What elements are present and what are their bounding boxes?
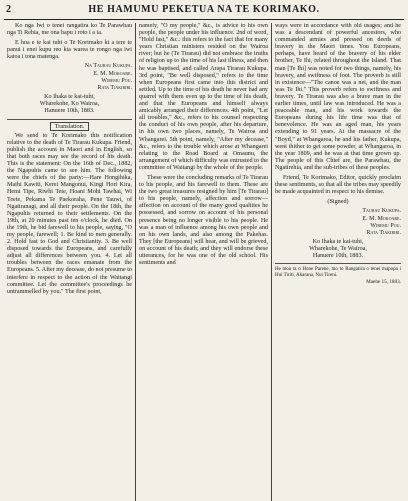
signatory: Na Taurau Kukupa.	[84, 63, 132, 70]
english-paragraph-3: These were the concluding remarks of Te Tirarau to his people, and his farewell to them. These are the two great treasures resigned by him [Te Tirarau] to his people, namely, affection and sorrow—affection on account of the many good qualities he possessed, and sorrow on account of his personal presence being no longer visible to his people. He was a man of influence among his own people and on his own lands, and also among the Pakehas. They [the Europeans] will hear, and will be grieved, on account of his death; and they will endorse these utterances, for he was one of the old school. His sentiments and	[139, 174, 268, 267]
column-2	[136, 23, 272, 501]
signed-label: (Signed)	[327, 199, 349, 206]
address-line: Wharekohe, Ko Wairoa,	[39, 101, 100, 108]
footnote: He moa ta o Hone Parene, mo to Rangatira o tenei mapopa i Hui Tiriti, Akarana, Nui Tireni.	[275, 267, 401, 279]
signatory: Taurau Kukupa.	[362, 208, 401, 215]
newspaper-title: HE HAMUMU PEKETUA NA TE KORIMAKO.	[88, 4, 320, 15]
footnote-date: Maehe 15, 1883.	[366, 279, 401, 286]
address-line: Hanuere 10th, 1883.	[44, 108, 95, 115]
address-line: Ko Ihaka te kai-tuhi,	[44, 94, 95, 101]
signatory: Rata Tiakiriri.	[97, 85, 132, 92]
english-paragraph-1: We send to Te Korimako this notification relative to the death of Te Tirarau Kukupa. Friend, publish the account in Maori and in English, so that both races may see the record of his death. This is the statement: On the 16th of Dec., 1882, the Ngapuhis came to see him. The following were the chiefs of the party:—Hare Hongihika, Maihi Kawiti, Kerei Mangonui, Kingi Hori Kira, Hemi Tipe, Riwhi Tete, Hoani Mohi Tawhai, Wi Teete, Pekama Te Paekoraha, Pene Tauwi, of Ngatiranagi, and all their people. On the 18th, the Ngapuhis returned to their settlements. On the 19th, at 20 minutes past ten o'clock, he died. On the 19th, he bid farewell to his people, saying, "O my people, farewell; 1. Be kind to men generally. 2. Hold fast to God and Christianity. 3. Be well disposed towards the Europeans, and carefully adjust all differences between you. 4. Let all troubles between the races emanate from the Europeans. 5. After my decease, do not presume to interfere in respect to the action of the Waitangi committee. Let the committee's proceedings be untrammelled by you." The first point,	[7, 132, 132, 295]
signatory: Wiremu Pou.	[101, 77, 132, 84]
signatory: Rata Tiakiriri.	[366, 229, 401, 236]
english-paragraph-2: namely, "O my people," &c., is advice to his own people, the people under his influence. 2nd of word, "Hold fast," &c.: this refers to the fact that for many years Christian ministers resided on the Wairoa river; but he (Te Tirarau) did not embrace the truths of religion up to the time of his last illness, and then he was baptised, and called Arapa Tirarau Kukupa. 3rd point, "Be well disposed," refers to the time when Europeans first came into this district and settled. Up to the time of his death he never had any quarrel with them even up to the time of his death, and that the Europeans and himself always amicably arranged their differences. 4th point, "Let all troubles," &c., refers to his counsel respecting the conduct of his own people, after his departure, in his own two places, namely, Te Wairoa and Whangarei. 5th point, namely, "After my decease," &c., refers to the trouble which arose at Whangarei relating to the Road Board at Omaunu, the arrangement of which difficulty was entrusted to the committee of Waitangi by the whole of the people.	[139, 23, 268, 171]
columns	[4, 23, 404, 501]
column-1	[4, 23, 136, 501]
english-address	[275, 239, 401, 260]
maori-address	[7, 94, 132, 115]
signatory: E. M. Mokoare.	[362, 215, 401, 222]
column-3	[272, 23, 404, 501]
page-number: 2	[6, 4, 11, 15]
english-paragraph-5: Friend, Te Korimako, Editor, quickly proclaim these sentiments, so that all the tribes may speedily be made acquainted in respect to his demise.	[275, 174, 401, 196]
english-signatories	[275, 208, 401, 237]
signatory: E. M. Mokoare.	[93, 70, 132, 77]
page-header	[4, 3, 404, 20]
signatory: Wiremu Pou.	[370, 222, 401, 229]
address-line: Ko Ihaka te kai-tuhi,	[312, 239, 364, 246]
divider	[7, 119, 132, 120]
english-paragraph-4: ways were in accordance with old usages; and he was a descendant of powerful ancestors, who commanded armies and pressed on deeds of bravery in the Maori times. You Europeans, perhaps, have heard of the bravery of his elder brother, Te Ihi, related throughout the Island. That man [Te Ihi] was noted for two things, namely, his bravery, and swiftness of foot. The proverb is still in existence—"The canoe was a net, and the man was Te Ihi." This proverb refers to swiftness and bravery. Te Tirarau was also a brave man in the earlier times, until law was introduced. He was a peaceable man, and his work towards the Europeans during his life time was that of benevolence. He was an aged man, his years extending to 91 years. At the massacre of the "Boyd," at Whangaroa, he and his father, Kukupa, went thither to get some powder, at Whangaroa, in the year 1809, and he was at that time grown up. The people of this Chief are, the Parawhau, the Ngatirehia, and the sub-tribes of these peoples.	[275, 23, 401, 171]
maori-paragraph-1: Ko nga Iwi o tenei rangatira ko Te Parawhau nga Ti Rehia, me ona hapu i roto i a ia.	[7, 23, 132, 37]
translation-label: Translation.	[50, 122, 90, 131]
footnote-divider	[275, 263, 401, 264]
translation-heading	[7, 123, 132, 131]
address-line: Hanuere 10th, 1883.	[312, 253, 364, 260]
maori-paragraph-2: E hoa e te kai tuhi o Te Korimako ki a tere te panui i enei kupu reo kia warea te rongo nga iwi katoa i tona matenga.	[7, 40, 132, 61]
address-line: Wharekohe, Te Wairoa,	[309, 246, 367, 253]
maori-signatories	[7, 63, 132, 92]
